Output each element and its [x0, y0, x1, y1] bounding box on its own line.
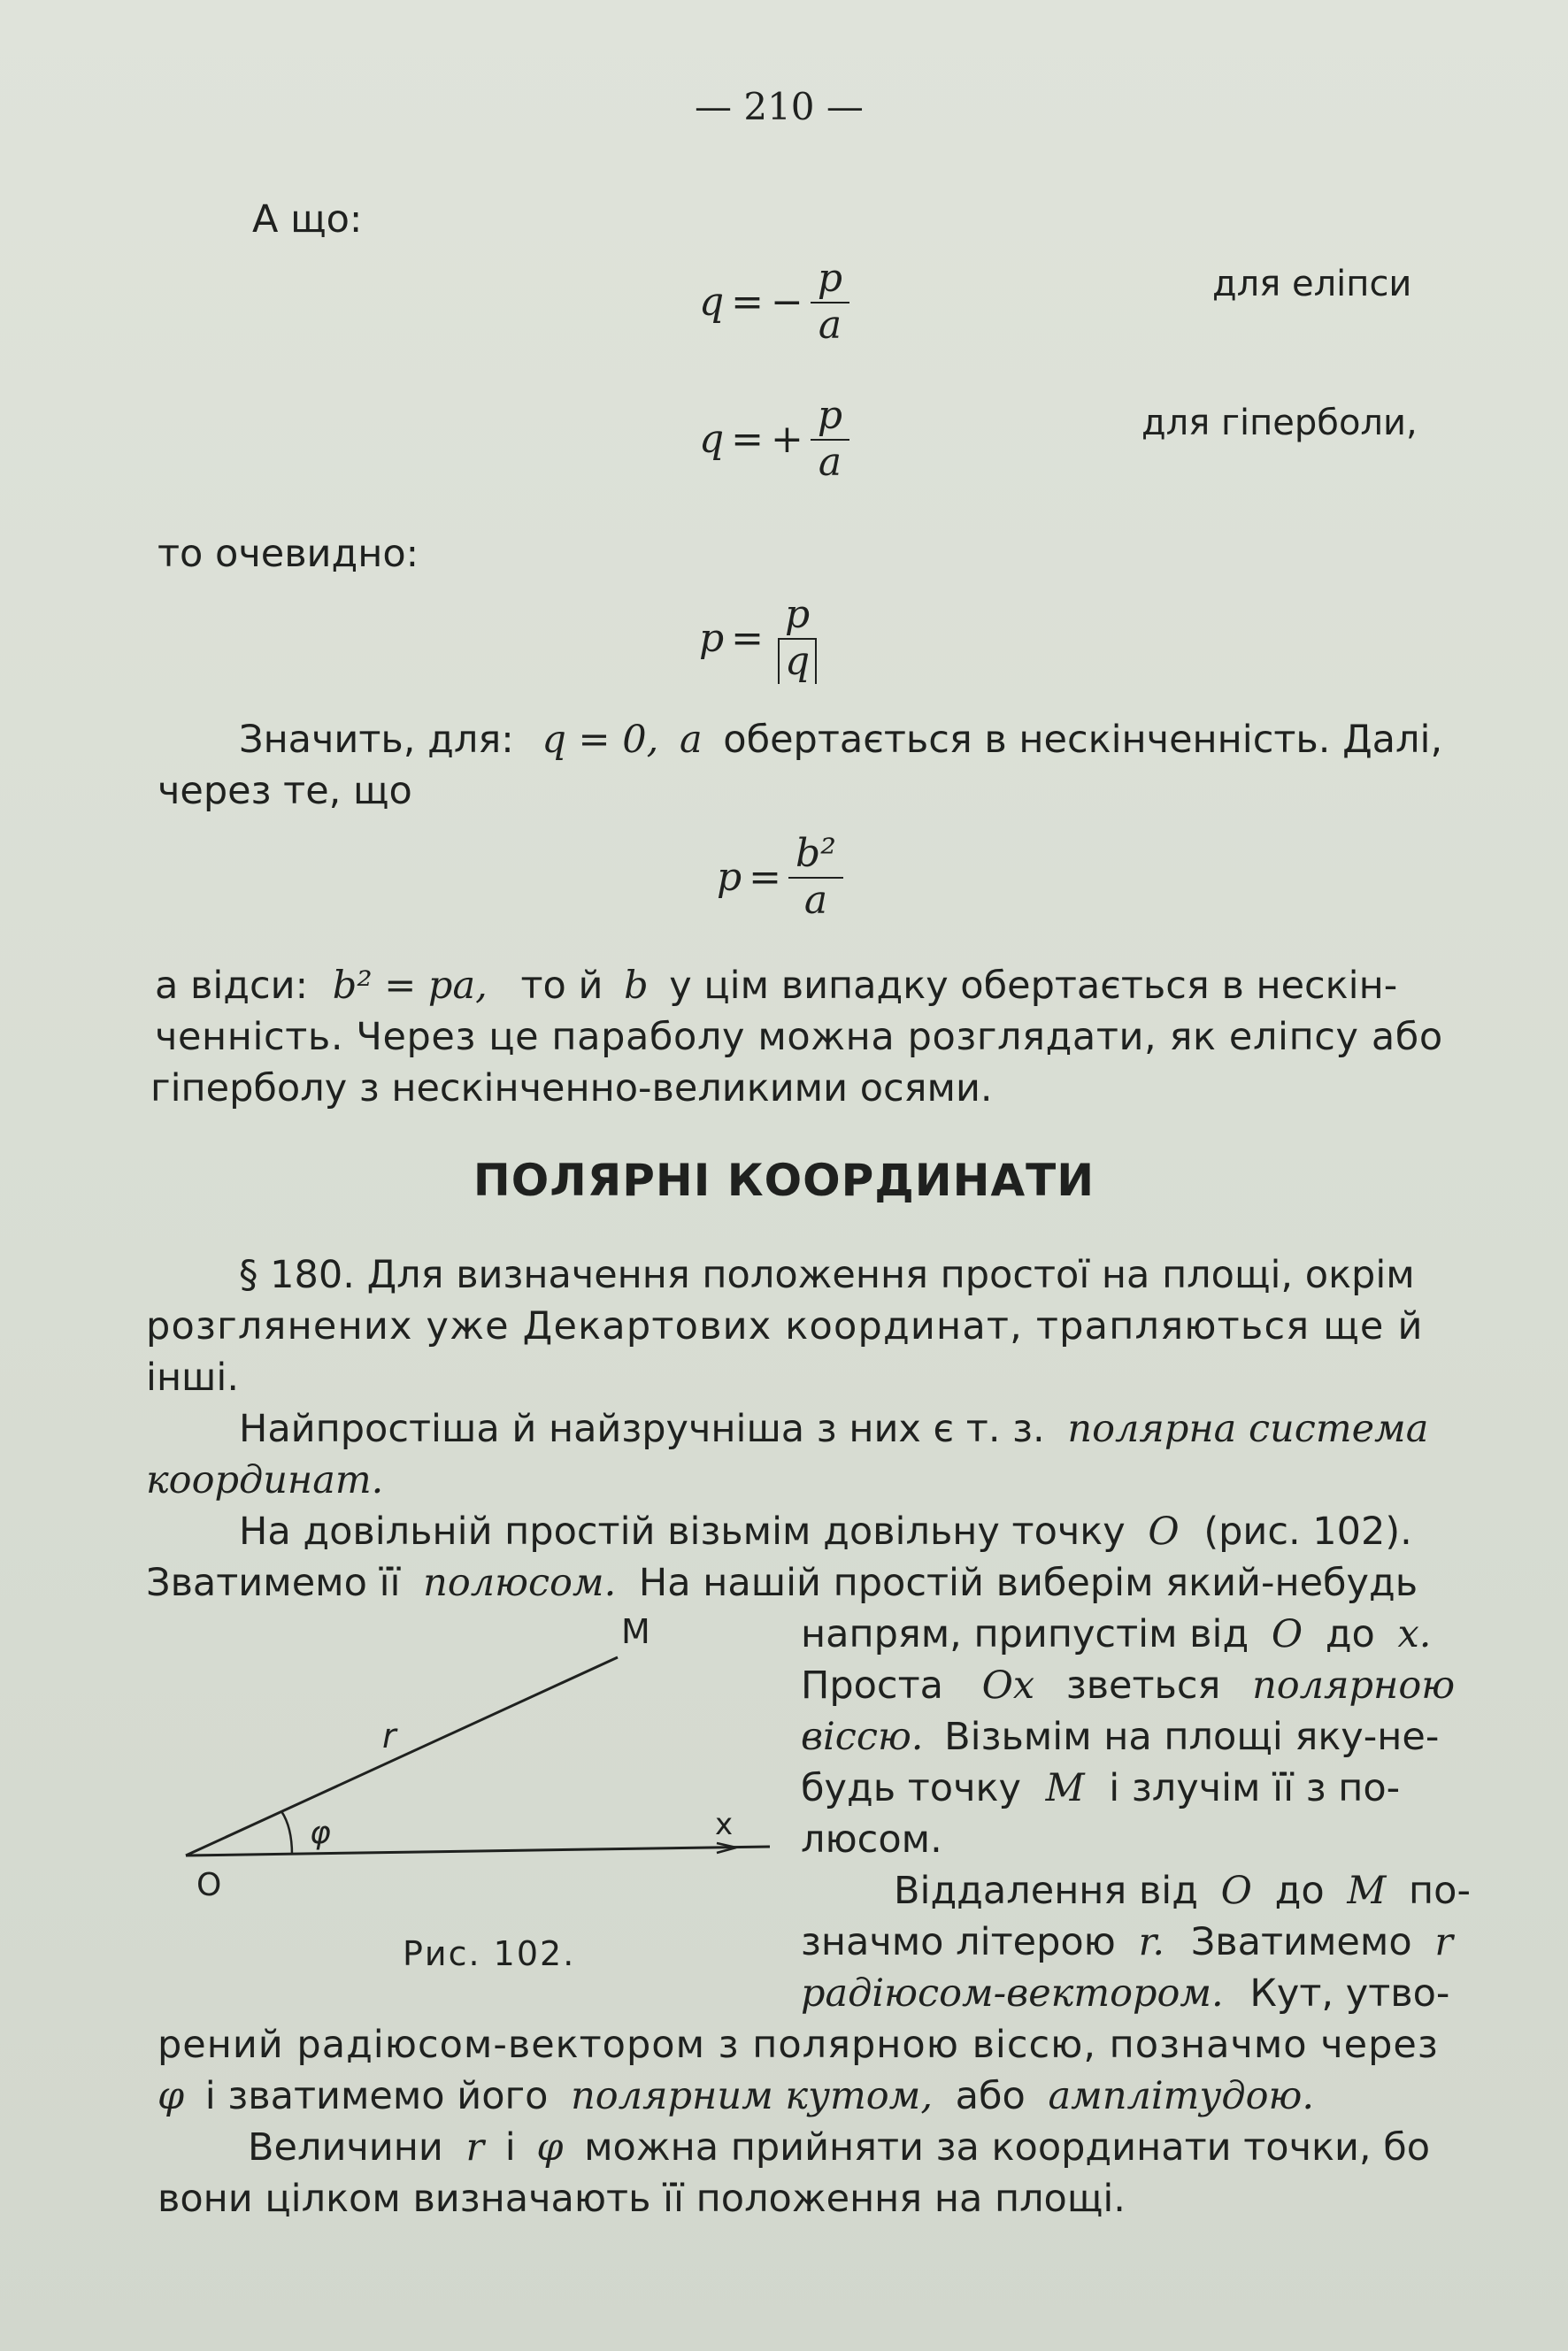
- formula-ellipse-den: a: [818, 302, 842, 348]
- last-line-1-var-2: φ: [536, 2125, 564, 2170]
- right-line-3-italic: віссю.: [801, 1715, 924, 1759]
- right-line-4: [801, 1765, 1400, 1813]
- right-line-6-c: по-: [1409, 1869, 1471, 1913]
- last-line-1-c: можна прийняти за координати точки, бо: [584, 2125, 1431, 2170]
- formula-hyperbola: [699, 394, 849, 485]
- formula-b2: [717, 832, 843, 923]
- figure-label-phi: φ: [310, 1815, 331, 1851]
- figure-label-M: M: [621, 1612, 650, 1651]
- paragraph-2-b: то й: [520, 964, 603, 1008]
- section-heading: ПОЛЯРНІ КООРДИНАТИ: [473, 1155, 1095, 1206]
- formula-ellipse-eq: =: [731, 280, 765, 326]
- paragraph-2-formula: b² = pa,: [332, 964, 488, 1008]
- section-180-line-2: розглянених уже Декартових координат, трапляються ще й: [146, 1304, 1424, 1348]
- formula-p-den-wrap: [771, 640, 824, 685]
- polar-angle-arc: [281, 1811, 292, 1855]
- right-line-8-italic: радіюсом-вектором.: [801, 1971, 1224, 2016]
- right-line-2-var: Ox: [981, 1663, 1035, 1708]
- paragraph-1-line-2: через те, що: [158, 769, 412, 813]
- formula-hyperbola-fraction: [811, 394, 849, 485]
- right-line-7-b: Зватимемо: [1190, 1920, 1412, 1964]
- last-line-1: [248, 2124, 1430, 2172]
- simplest-a: Найпростіша й найзручніша з них є т. з.: [239, 1407, 1045, 1451]
- paragraph-2-line-1: [155, 963, 1397, 1010]
- formula-p: [699, 593, 824, 684]
- right-line-1: [801, 1611, 1431, 1659]
- right-line-3: [801, 1714, 1439, 1762]
- figure-label-O: O: [196, 1867, 222, 1903]
- paragraph-1-formula: q = 0,: [542, 718, 659, 762]
- right-line-6-var-1: O: [1220, 1869, 1252, 1913]
- right-line-8: [801, 1971, 1449, 2018]
- right-line-2-a: Проста: [801, 1663, 943, 1708]
- section-180-line-3: інші.: [146, 1356, 240, 1400]
- right-line-5: люсом.: [801, 1817, 942, 1862]
- figure-caption: Рис. 102.: [403, 1934, 576, 1973]
- last-line-1-var-1: r: [465, 2125, 485, 2170]
- formula-ellipse-label: для еліпси: [1212, 264, 1412, 304]
- right-line-4-b: і злучім її з по-: [1109, 1766, 1401, 1810]
- take-line-1-var: O: [1148, 1510, 1180, 1554]
- right-line-2-b: зветься: [1065, 1663, 1221, 1708]
- bottom-line-2-italic-1: полярним кутом,: [571, 2074, 933, 2118]
- right-line-8-b: Кут, утво-: [1249, 1971, 1450, 2016]
- take-line-2-italic: полюсом.: [423, 1561, 617, 1605]
- bottom-line-2-b: або: [955, 2074, 1026, 2118]
- paragraph-1-var: a: [679, 718, 703, 762]
- paragraph-2-a: а відси:: [155, 964, 309, 1008]
- take-line-1: [239, 1509, 1412, 1556]
- right-line-2-italic: полярною: [1252, 1663, 1456, 1708]
- right-line-4-a: будь точку: [801, 1766, 1021, 1810]
- formula-hyperbola-num: p: [811, 394, 849, 441]
- right-line-1-var-2: x.: [1397, 1612, 1432, 1656]
- figure-102: [159, 1606, 779, 1925]
- paragraph-1-a: Значить, для:: [239, 718, 514, 762]
- formula-hyperbola-label: для гіперболи,: [1141, 403, 1418, 443]
- formula-p-fraction: [771, 593, 824, 684]
- formula-b2-eq: =: [749, 855, 782, 901]
- paragraph-2-var: b: [624, 964, 649, 1008]
- last-line-2: вони цілком визначають її положення на площі.: [158, 2177, 1126, 2221]
- intro-text: А що:: [252, 197, 363, 242]
- figure-label-r: r: [382, 1717, 396, 1756]
- polar-axis-line: [186, 1847, 770, 1855]
- formula-hyperbola-sign: +: [771, 417, 803, 463]
- bottom-line-1: рений радіюсом-вектором з полярною віссю, позначмо через: [158, 2023, 1439, 2067]
- last-line-1-a: Величини: [248, 2125, 443, 2170]
- right-line-6-b: до: [1274, 1869, 1325, 1913]
- paragraph-2-line-2: ченність. Через це параболу можна розглядати, як еліпсу або: [155, 1015, 1443, 1059]
- radius-vector-line: [186, 1657, 618, 1855]
- take-line-2: [146, 1560, 1418, 1608]
- take-line-2-b: На нашій простій виберім який-небудь: [638, 1561, 1418, 1605]
- right-line-7: [801, 1919, 1453, 1967]
- formula-p-den: q: [778, 640, 817, 685]
- simplest-line-2: координат.: [146, 1458, 384, 1502]
- formula-ellipse-fraction: [811, 257, 849, 348]
- right-line-4-var: M: [1045, 1766, 1085, 1810]
- right-line-1-b: до: [1325, 1612, 1375, 1656]
- right-line-3-b: Візьмім на площі яку-не-: [944, 1715, 1440, 1759]
- right-line-7-var: r.: [1138, 1920, 1165, 1964]
- right-line-6-a: Віддалення від: [894, 1869, 1198, 1913]
- formula-ellipse-lhs: q: [699, 280, 725, 326]
- page-number: — 210 —: [695, 85, 864, 128]
- right-line-6: [894, 1868, 1471, 1916]
- take-line-2-a: Зватимемо її: [146, 1561, 401, 1605]
- take-line-1-a: На довільній простій візьмім довільну точку: [239, 1510, 1126, 1554]
- right-line-2: [801, 1663, 1455, 1710]
- right-line-7-var-2: r: [1434, 1920, 1453, 1964]
- bottom-line-2-var: φ: [158, 2074, 185, 2118]
- right-line-1-var-1: O: [1271, 1612, 1303, 1656]
- formula-ellipse: [699, 257, 849, 348]
- last-line-1-b: і: [504, 2125, 516, 2170]
- right-line-7-a: значмо літерою: [801, 1920, 1116, 1964]
- formula-p-eq: =: [731, 616, 765, 662]
- formula-b2-lhs: p: [717, 855, 742, 901]
- simplest-italic-1: полярна система: [1067, 1407, 1429, 1451]
- paragraph-1-line-1: [239, 717, 1442, 764]
- paragraph-2-line-3: гіперболу з нескінченно-великими осями.: [150, 1066, 993, 1110]
- right-line-1-a: напрям, припустім від: [801, 1612, 1249, 1656]
- formula-p-lhs: p: [699, 616, 725, 662]
- bottom-line-2-a: і зватимемо його: [204, 2074, 549, 2118]
- take-line-1-b: (рис. 102).: [1203, 1510, 1412, 1554]
- right-line-6-var-2: M: [1347, 1869, 1387, 1913]
- bottom-line-2: [158, 2073, 1314, 2121]
- figure-label-x: x: [715, 1807, 734, 1842]
- formula-hyperbola-den: a: [818, 439, 842, 485]
- paragraph-2-c: у цім випадку обертається в нескін-: [669, 964, 1398, 1008]
- section-180-line-1: § 180. Для визначення положення простої на площі, окрім: [239, 1253, 1415, 1297]
- bottom-line-2-italic-2: амплітудою.: [1048, 2074, 1315, 2118]
- formula-ellipse-num: p: [811, 257, 849, 303]
- obviously-text: то очевидно:: [158, 532, 419, 576]
- formula-p-num: p: [778, 593, 817, 640]
- formula-b2-den: a: [803, 877, 828, 923]
- formula-ellipse-sign: −: [771, 280, 803, 326]
- formula-hyperbola-lhs: q: [699, 417, 725, 463]
- formula-hyperbola-eq: =: [731, 417, 765, 463]
- paragraph-1-b: обертається в нескінченність. Далі,: [723, 718, 1443, 762]
- formula-b2-num: b²: [788, 832, 843, 879]
- formula-b2-fraction: [788, 832, 843, 923]
- simplest-line-1: [239, 1406, 1428, 1454]
